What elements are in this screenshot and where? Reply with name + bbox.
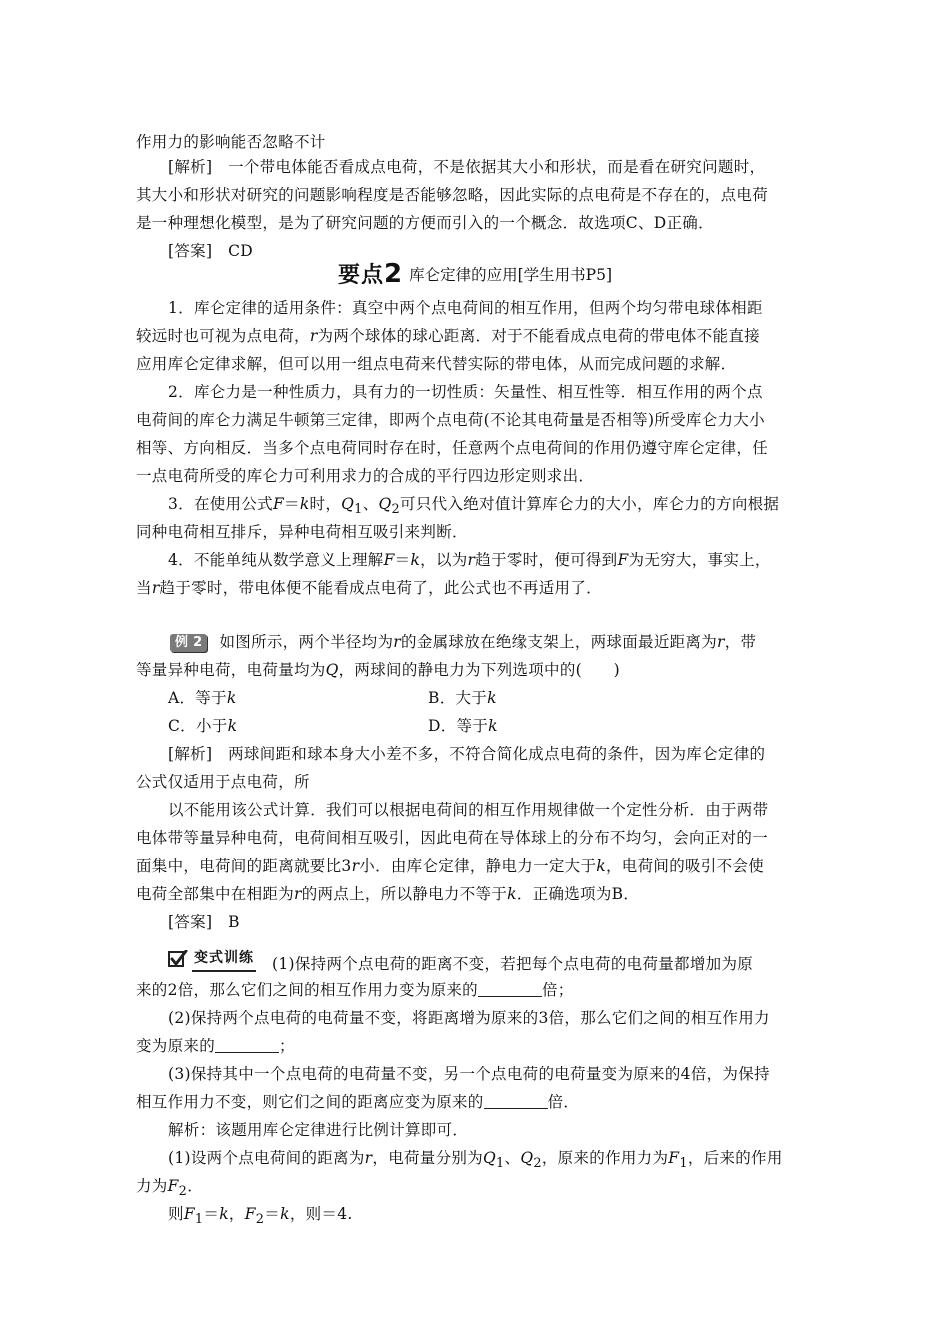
text-line: 4．不能单纯从数学意义上理解F＝k，以为r趋于零时，便可得到F为无穷大，事实上，	[168, 551, 771, 569]
text-line: 电荷全部集中在相距为r的两点上，所以静电力不等于k．正确选项为B．	[136, 885, 640, 903]
answer-blank[interactable]	[215, 1038, 279, 1053]
text-line: 公式仅适用于点电荷，所	[136, 773, 310, 791]
text-line: 其大小和形状对研究的问题影响程度是否能够忽略，因此实际的点电荷是不存在的，点电荷	[136, 186, 769, 204]
option-d: D．等于k	[428, 717, 498, 735]
text-line: 变为原来的 ；	[136, 1037, 295, 1055]
text-line: 以不能用该公式计算．我们可以根据电荷间的相互作用规律做一个定性分析．由于两带	[168, 801, 769, 819]
text-line: 电荷间的库仑力满足牛顿第三定律，即两个点电荷(不论其电荷量是否相等)所受库仑力大小	[136, 411, 765, 429]
text-line: 等量异种电荷，电荷量均为Q，两球间的静电力为下列选项中的( )	[136, 661, 620, 679]
text-line: 力为$F_2$．	[136, 1177, 203, 1200]
check-icon	[168, 950, 188, 968]
text-line: 相等、方向相反．当多个点电荷同时存在时，任意两个点电荷间的作用仍遵守库仑定律，任	[136, 439, 769, 457]
text-line: 面集中，电荷间的距离就要比3r小．由库仑定律，静电力一定大于k，电荷间的吸引不会使	[136, 857, 765, 875]
text-line: 同种电荷相互排斥，异种电荷相互吸引来判断．	[136, 523, 468, 541]
option-b: B．大于k	[428, 689, 497, 707]
heading-label: 要点2	[338, 259, 404, 289]
text-line: 来的2倍，那么它们之间的相互作用力变为原来的 倍；	[136, 981, 574, 999]
variant-line: 变式训练 (1)保持两个点电荷的距离不变，若把每个点电荷的电荷量都增加为原	[168, 946, 816, 976]
analysis-line: [解析] 两球间距和球本身大小差不多，不符合简化成点电荷的条件，因为库仑定律的	[168, 745, 766, 763]
solution-line: 解析：该题用库仑定律进行比例计算即可．	[168, 1121, 469, 1139]
text-line: 相互作用力不变，则它们之间的距离应变为原来的 倍．	[136, 1093, 580, 1111]
text-line: 当r趋于零时，带电体便不能看成点电荷了，此公式也不再适用了．	[136, 579, 602, 597]
heading-title: 库仑定律的应用[学生用书P5]	[409, 266, 612, 284]
option-c: C．小于k	[168, 717, 238, 735]
analysis-line: [解析] 一个带电体能否看成点电荷，不是依据其大小和形状，而是看在研究问题时，	[168, 158, 766, 176]
option-row	[168, 714, 816, 738]
answer-line: [答案] CD	[168, 242, 253, 260]
text-line: 1．库仑定律的适用条件：真空中两个点电荷间的相互作用，但两个均匀带电球体相距	[168, 299, 763, 317]
option-row	[168, 686, 816, 710]
text-line: 则$F_1=k$，$F_2=k$，则＝4.	[168, 1205, 353, 1228]
option-a: A．等于k	[168, 689, 237, 707]
text-line: 应用库仑定律求解，但可以用一组点电荷来代替实际的带电体，从而完成问题的求解．	[136, 355, 737, 373]
answer-blank[interactable]	[478, 982, 542, 997]
text-line: 是一种理想化模型，是为了研究问题的方便而引入的一个概念．故选项C、D正确．	[136, 214, 714, 232]
text-line: 较远时也可视为点电荷，r为两个球体的球心距离．对于不能看成点电荷的带电体不能直接	[136, 327, 760, 345]
example-line: 例 2 如图所示，两个半径均为r的金属球放在绝缘支架上，两球面最近距离为r，带	[170, 630, 816, 654]
answer-line: [答案] B	[168, 913, 240, 931]
text-line: 一点电荷所受的库仑力可利用求力的合成的平行四边形定则求出．	[136, 467, 595, 485]
answer-blank[interactable]	[484, 1094, 548, 1109]
section-heading	[0, 258, 950, 289]
text-line: 2．库仑力是一种性质力，具有力的一切性质：矢量性、相互性等．相互作用的两个点	[168, 383, 763, 401]
text-line: (2)保持两个点电荷的电荷量不变，将距离增为原来的3倍，那么它们之间的相互作用力	[168, 1009, 770, 1027]
text-line: 电体带等量异种电荷，电荷间相互吸引，因此电荷在导体球上的分布不均匀，会向正对的一	[136, 829, 769, 847]
variant-badge: 变式训练	[168, 946, 256, 972]
text-line: 作用力的影响能否忽略不计	[136, 133, 326, 151]
text-line: (1)设两个点电荷间的距离为r，电荷量分别为$Q_1$、$Q_2$，原来的作用力为$F_1$，后来的作用	[168, 1149, 783, 1172]
text-line: 3．在使用公式F＝k时，$Q_1$、$Q_2$可只代入绝对值计算库仑力的大小，库仑力的方向根据	[168, 495, 780, 518]
example-badge: 例 2	[170, 634, 207, 652]
text-line: (3)保持其中一个点电荷的电荷量不变，另一个点电荷的电荷量变为原来的4倍，为保持	[168, 1065, 770, 1083]
